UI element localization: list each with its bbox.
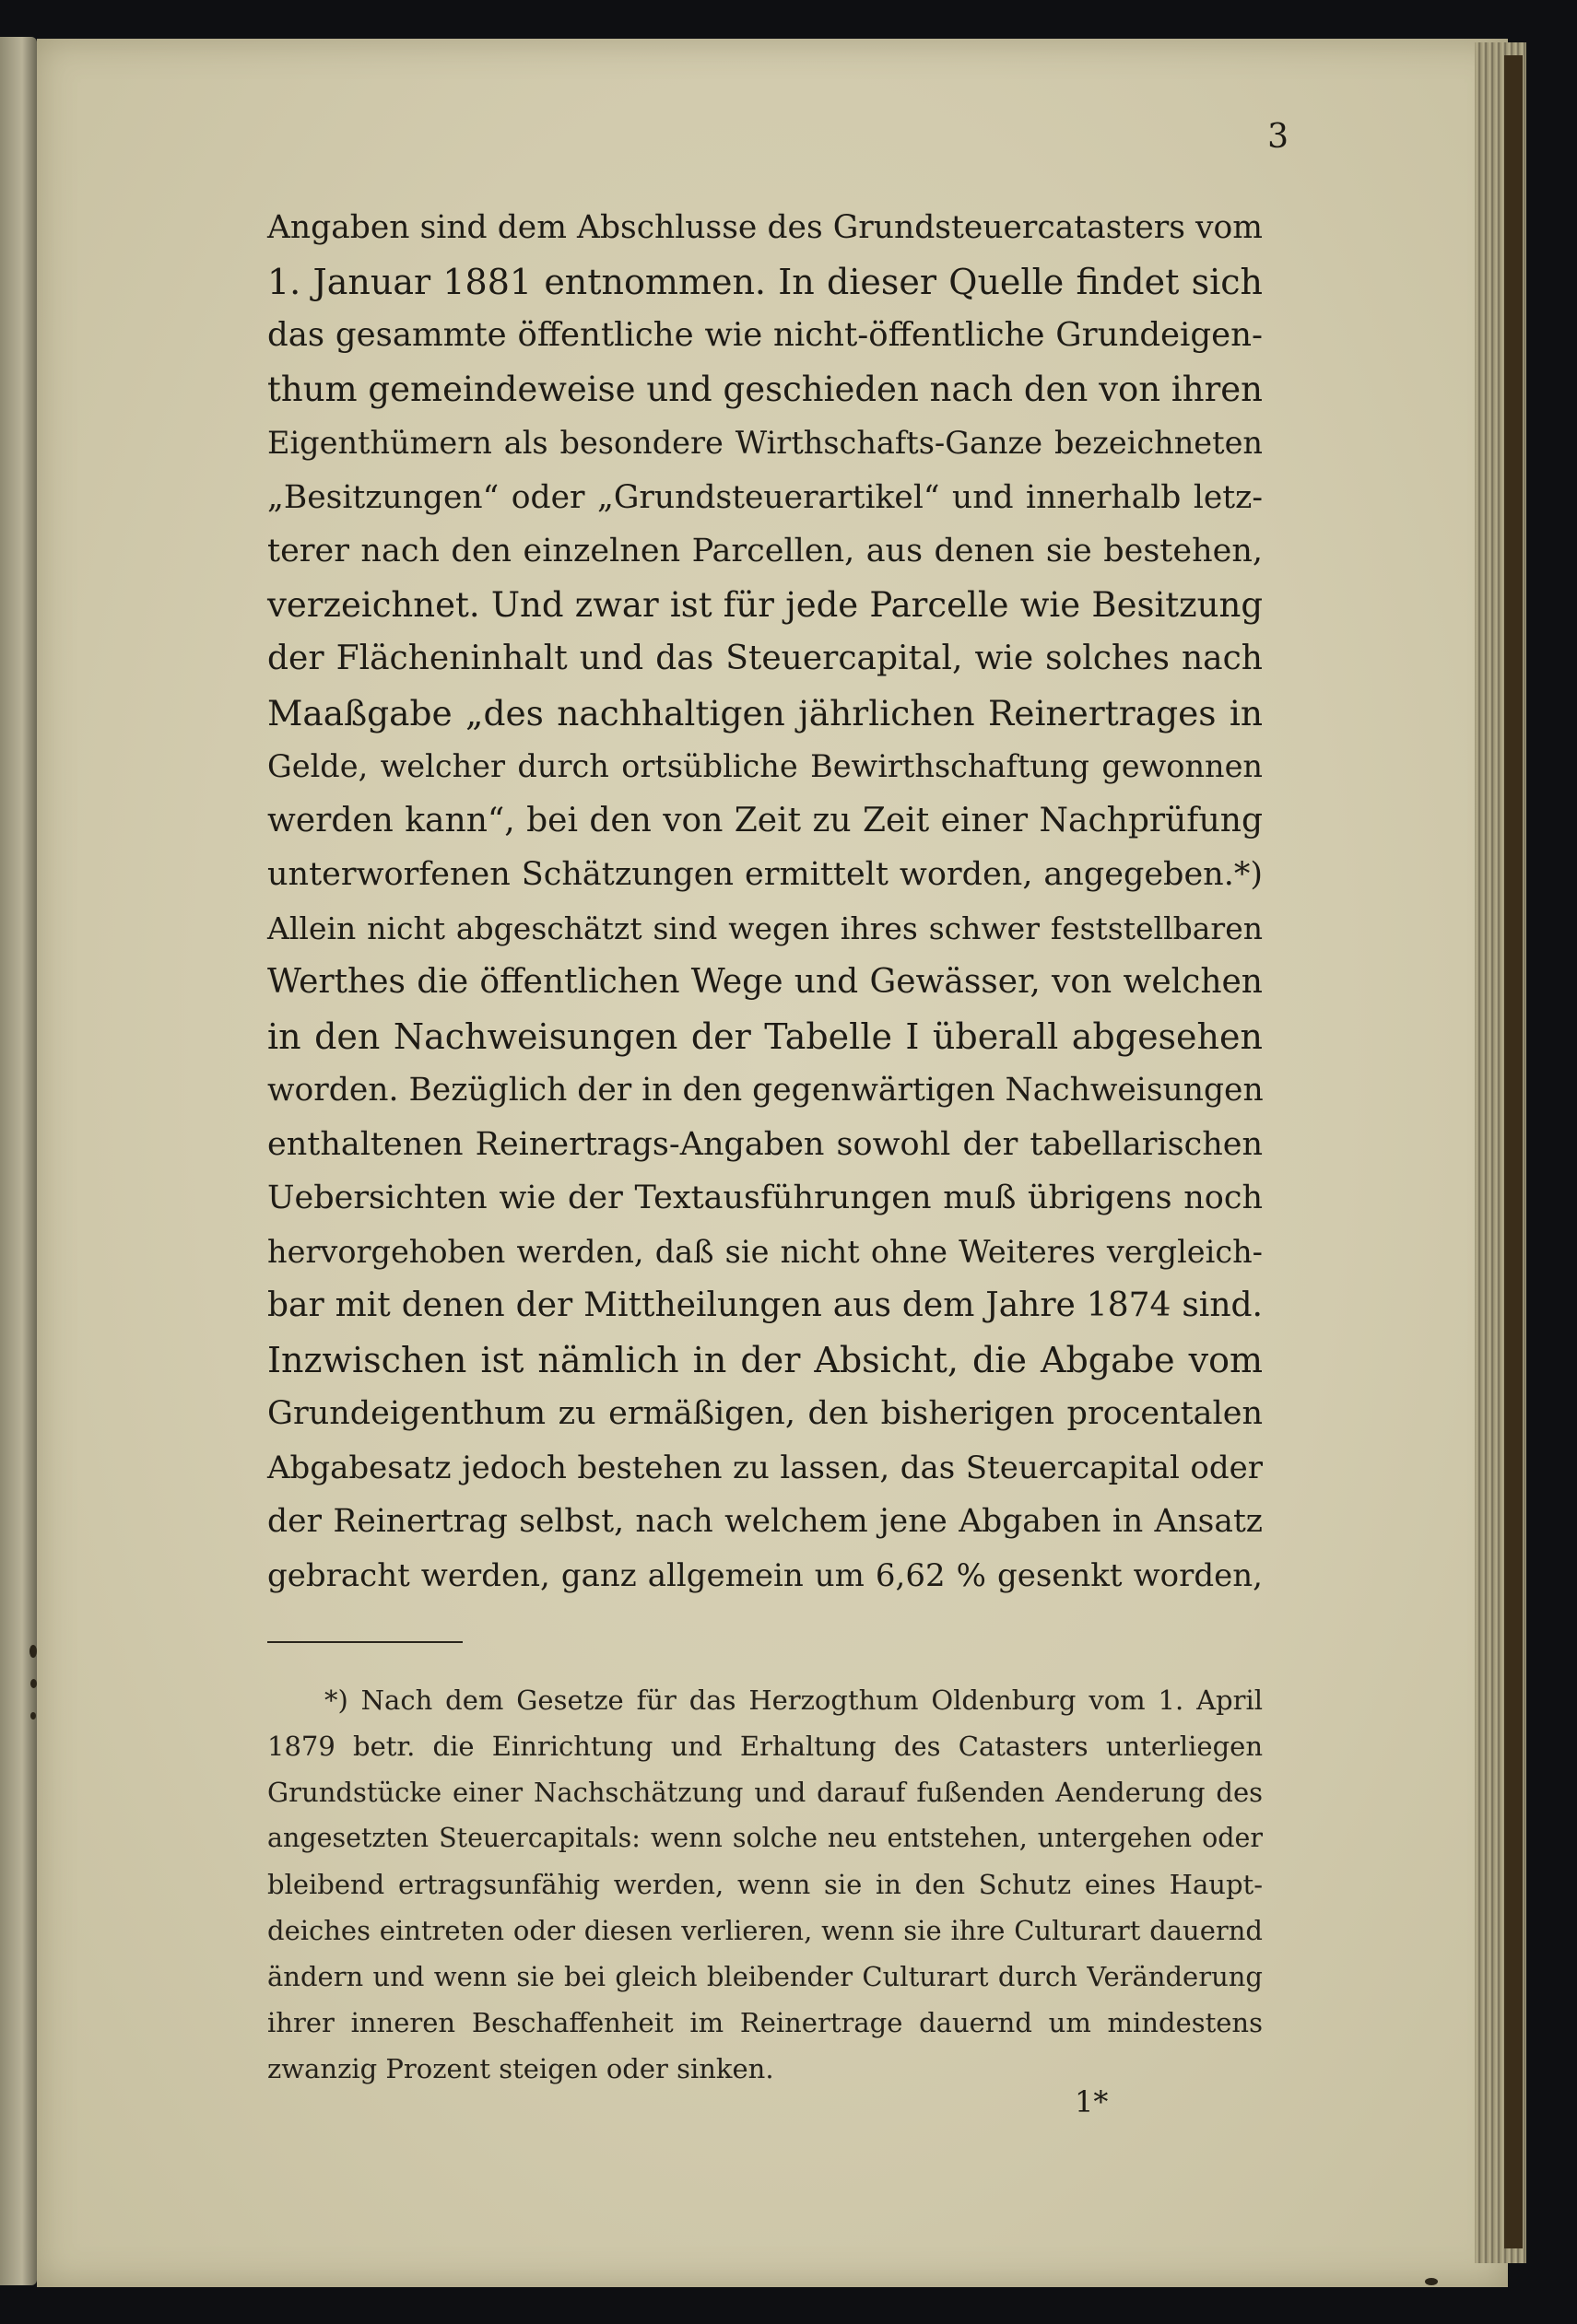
- footnote-line: angesetzten Steuercapitals: wenn solche neu entstehen, untergehen oder: [267, 1823, 1263, 1853]
- footnote-line: deiches eintreten oder diesen verlieren, wenn sie ihre Culturart dauernd: [267, 1915, 1263, 1946]
- text-line: werden kann“, bei den von Zeit zu Zeit einer Nachprüfung: [267, 801, 1263, 839]
- footnote-line: ihrer inneren Beschaffenheit im Reinertrage dauernd um mindestens: [267, 2007, 1263, 2038]
- footnote-line: *) Nach dem Gesetze für das Herzogthum Oldenburg vom 1. April: [324, 1684, 1263, 1716]
- binding-band: [1504, 55, 1523, 2248]
- page-number: 3: [1267, 118, 1289, 156]
- text-line: der Reinertrag selbst, nach welchem jene Abgaben in Ansatz: [267, 1503, 1263, 1540]
- text-line: hervorgehoben werden, daß sie nicht ohne Weiteres vergleich-: [267, 1233, 1263, 1270]
- text-line: Inzwischen ist nämlich in der Absicht, die Abgabe vom: [267, 1339, 1263, 1380]
- ink-speck: [1425, 2278, 1438, 2285]
- text-line: enthaltenen Reinertrags-Angaben sowohl der tabellarischen: [267, 1125, 1263, 1163]
- text-line: „Besitzungen“ oder „Grundsteuerartikel“ und innerhalb letz-: [267, 478, 1263, 516]
- ink-speck: [30, 1679, 37, 1688]
- text-line: Eigenthümern als besondere Wirthschafts-Ganze bezeichneten: [267, 425, 1263, 461]
- footnote-divider: [267, 1641, 463, 1643]
- text-line: Grundeigenthum zu ermäßigen, den bisherigen procentalen: [267, 1395, 1263, 1432]
- text-line: bar mit denen der Mittheilungen aus dem Jahre 1874 sind.: [267, 1286, 1263, 1324]
- text-line: Angaben sind dem Abschlusse des Grundsteuercatasters vom: [267, 209, 1263, 246]
- ink-speck: [29, 1645, 37, 1658]
- text-line: Abgabesatz jedoch bestehen zu lassen, das Steuercapital oder: [267, 1449, 1263, 1486]
- left-page-edge: [0, 37, 37, 2285]
- text-line: in den Nachweisungen der Tabelle I überall abgesehen: [267, 1015, 1263, 1057]
- text-line: verzeichnet. Und zwar ist für jede Parcelle wie Besitzung: [267, 584, 1263, 625]
- text-line: 1. Januar 1881 entnommen. In dieser Quelle findet sich: [267, 261, 1263, 302]
- body-text: [267, 201, 1263, 1602]
- text-line: Gelde, welcher durch ortsübliche Bewirthschaftung gewonnen: [267, 748, 1263, 784]
- text-line: der Flächeninhalt und das Steuercapital, wie solches nach: [267, 640, 1263, 677]
- text-line: thum gemeindeweise und geschieden nach den von ihren: [267, 369, 1263, 409]
- text-line: Maaßgabe „des nachhaltigen jährlichen Reinertrages in: [267, 692, 1263, 734]
- footnote: [267, 1677, 1263, 2092]
- text-line: Allein nicht abgeschätzt sind wegen ihres schwer feststellbaren: [267, 910, 1263, 946]
- footnote-line: bleibend ertragsunfähig werden, wenn sie in den Schutz eines Haupt-: [267, 1869, 1263, 1900]
- ink-speck: [30, 1712, 36, 1720]
- footnote-line: 1879 betr. die Einrichtung und Erhaltung des Catasters unterliegen: [267, 1731, 1263, 1762]
- text-line: unterworfenen Schätzungen ermittelt worden, angegeben.*): [267, 856, 1263, 893]
- footnote-line: zwanzig Prozent steigen oder sinken.: [267, 2053, 774, 2084]
- text-line: terer nach den einzelnen Parcellen, aus denen sie bestehen,: [267, 533, 1263, 569]
- text-line: worden. Bezüglich der in den gegenwärtigen Nachweisungen: [267, 1072, 1264, 1109]
- text-line: das gesammte öffentliche wie nicht-öffentliche Grundeigen-: [267, 316, 1263, 354]
- signature-mark: 1*: [1075, 2084, 1109, 2119]
- text-line: Werthes die öffentlichen Wege und Gewässer, von welchen: [267, 963, 1263, 1001]
- text-line: gebracht werden, ganz allgemein um 6,62 % gesenkt worden,: [267, 1556, 1263, 1594]
- text-line: Uebersichten wie der Textausführungen muß übrigens noch: [267, 1180, 1263, 1216]
- footnote-line: ändern und wenn sie bei gleich bleibender Culturart durch Veränderung: [267, 1961, 1263, 1992]
- footnote-line: Grundstücke einer Nachschätzung und darauf fußenden Aenderung des: [267, 1777, 1263, 1808]
